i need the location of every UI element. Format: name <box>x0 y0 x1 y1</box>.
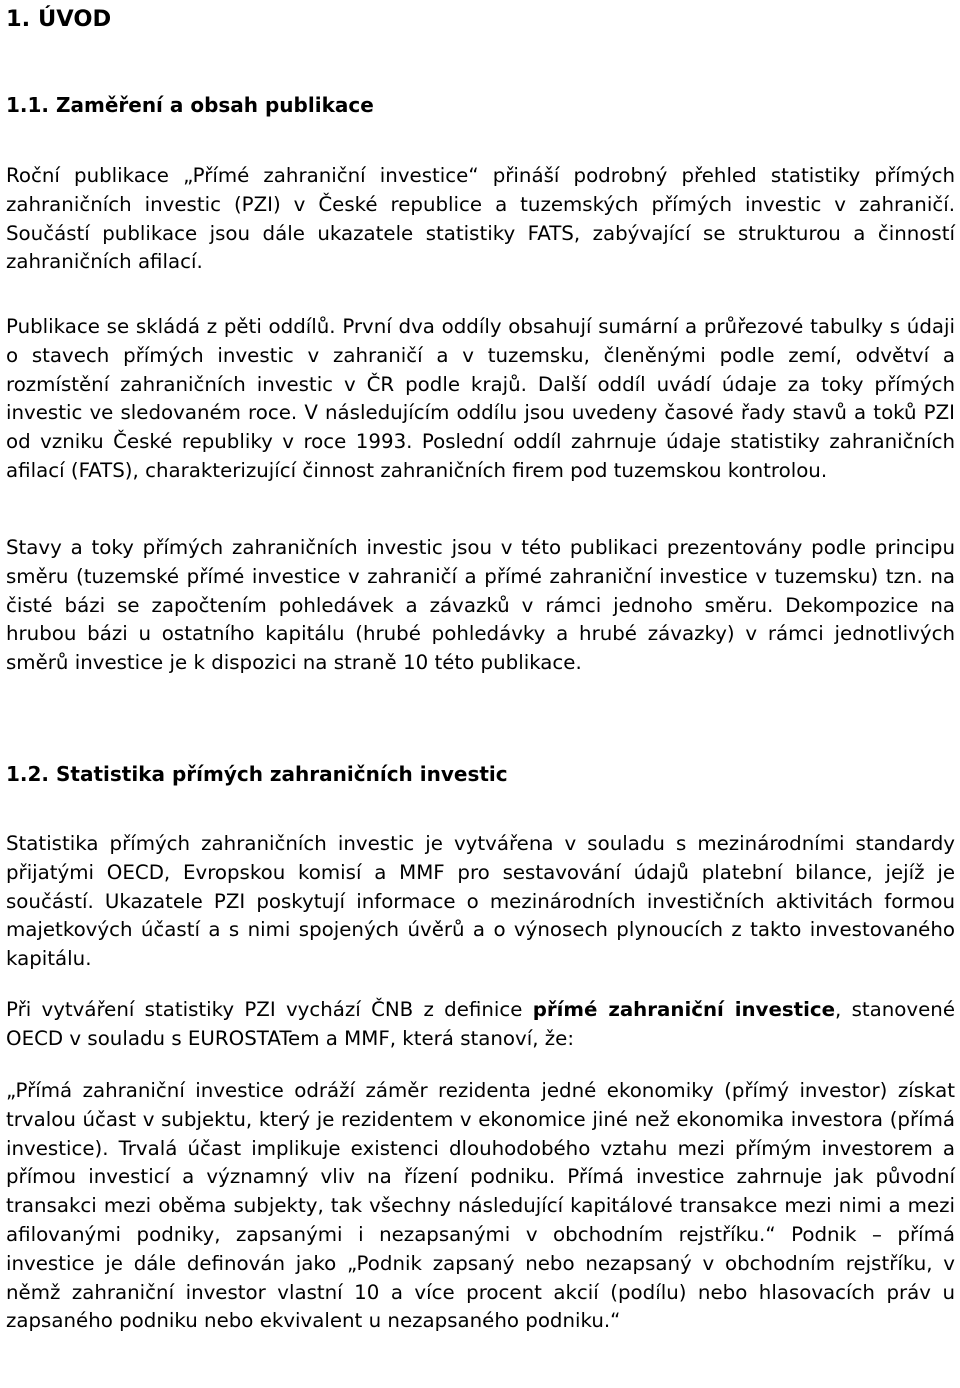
definition-quote-paragraph: „Přímá zahraniční investice odráží záměr rezidenta jedné ekonomiky (přímý investor) získat trvalou účast v subjektu, který je rezidentem v ekonomice jiné než ekonomika investora (přímá investice). Trvalá účast implikuje existenci dlouhodobého vztahu mezi přímým investorem a přímou investicí a významný vliv na řízení podniku. Přímá investice zahrnuje jak původní transakci mezi oběma subjekty, tak všechny následující kapitálové transakce mezi nimi a mezi afilovanými podniky, zapsanými i nezapsanými v obchodním rejstříku.“ Podnik – přímá investice je dále definován jako „Podnik zapsaný nebo nezapsaný v obchodním rejstříku, v němž zahraniční investor vlastní 10 a více procent akcií (podílu) nebo hlasovacích práv u zapsaného podniku nebo ekvivalent u nezapsaného podniku.“ <box>6 1079 955 1333</box>
chapter-heading: 1. ÚVOD <box>6 6 112 32</box>
definition-source-text: , stanovené OECD v souladu s EUROSTATem a MMF, která stanoví, že: <box>6 998 955 1050</box>
section-1-2-paragraph-1: Statistika přímých zahraničních investic je vytvářena v souladu s mezinárodními standardy přijatými OECD, Evropskou komisí a MMF pro sestavování údajů platební bilance, jejíž je součástí. Ukazatele PZI poskytují informace o mezinárodních investičních aktivitách formou majetkových účastí a s nimi spojených úvěrů a o výnosech plynoucích z takto investovaného kapitálu. <box>6 832 955 971</box>
section-1-1-paragraph-2: Publikace se skládá z pěti oddílů. První dva oddíly obsahují sumární a průřezové tabulky s údaji o stavech přímých investic v zahraničí a v tuzemsku, členěnými podle zemí, odvětví a rozmístění zahraničních investic v ČR podle krajů. Další oddíl uvádí údaje za toky přímých investic ve sledovaném roce. V následujícím oddílu jsou uvedeny časové řady stavů a toků PZI od vzniku České republiky v roce 1993. Poslední oddíl zahrnuje údaje statistiky zahraničních afilací (FATS), charakterizující činnost zahraničních firem pod tuzemskou kontrolou. <box>6 315 955 482</box>
definition-intro-text: Při vytváření statistiky PZI vychází ČNB z definice <box>6 998 533 1021</box>
section-1-1-paragraph-1: Roční publikace „Přímé zahraniční investice“ přináší podrobný přehled statistiky přímých zahraničních investic (PZI) v České republice a tuzemských přímých investic v zahraničí. Součástí publikace jsou dále ukazatele statistiky FATS, zabývající se strukturou a činností zahraničních afilací. <box>6 164 955 274</box>
section-1-1-paragraph-3: Stavy a toky přímých zahraničních investic jsou v této publikaci prezentovány podle principu směru (tuzemské přímé investice v zahraničí a přímé zahraniční investice v tuzemsku) tzn. na čisté bázi se započtením pohledávek a závazků v rámci jednoho směru. Dekompozice na hrubou bázi u ostatního kapitálu (hrubé pohledávky a hrubé závazky) v rámci jednotlivých směrů investice je k dispozici na straně 10 této publikace. <box>6 536 955 675</box>
section-1-1-heading: 1.1. Zaměření a obsah publikace <box>6 93 374 117</box>
definition-term: přímé zahraniční investice <box>532 998 836 1021</box>
section-1-2-paragraph-2 <box>6 996 955 1054</box>
section-1-2-heading: 1.2. Statistika přímých zahraničních investic <box>6 762 508 786</box>
